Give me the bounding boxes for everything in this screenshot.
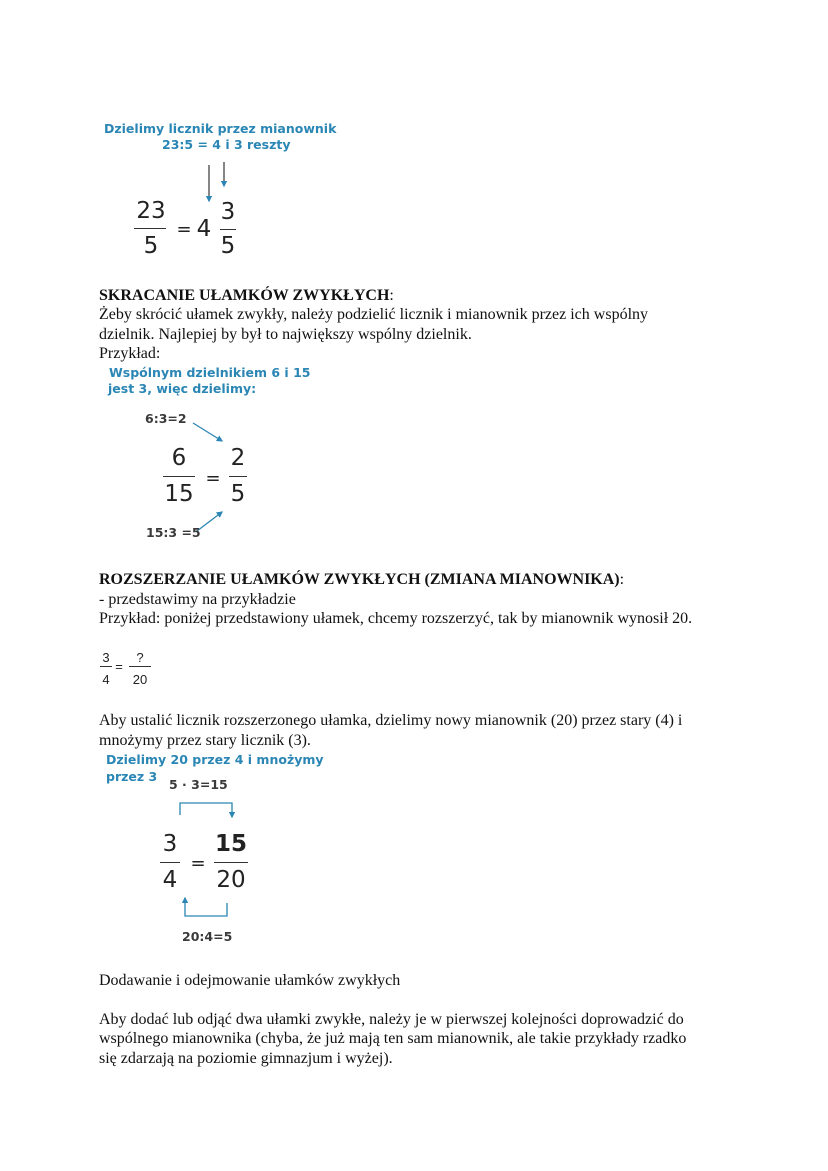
ex2-bottom-calc: 15:3 =5 bbox=[146, 525, 201, 540]
small-eq-right-numerator: ? bbox=[136, 650, 144, 665]
rozszerzanie-text-line2: Przykład: poniżej przedstawiony ułamek, chcemy rozszerzyć, tak by mianownik wynosił 20. bbox=[99, 610, 693, 627]
ex2-left-bar bbox=[163, 476, 195, 477]
multiply-bracket-arrow bbox=[180, 803, 232, 817]
ex1-denominator: 5 bbox=[143, 233, 159, 259]
arrow-to-numerator bbox=[193, 423, 222, 441]
explain-text-line2: mnożymy przez stary licznik (3). bbox=[99, 732, 311, 749]
ex2-instruction-line2: jest 3, więc dzielimy: bbox=[108, 381, 257, 396]
small-eq-right-denominator: 20 bbox=[132, 672, 148, 687]
small-eq-left-numerator: 3 bbox=[102, 650, 110, 665]
ex2-right-denominator: 5 bbox=[230, 481, 246, 507]
arrow-to-denominator bbox=[197, 512, 222, 531]
ex3-left-denominator: 4 bbox=[162, 867, 178, 893]
ex2-equals: = bbox=[205, 468, 221, 489]
ex1-rem-numerator: 3 bbox=[220, 199, 236, 225]
ex1-equals: = bbox=[176, 219, 192, 240]
small-eq-left-denominator: 4 bbox=[102, 672, 110, 687]
explain-text-line1: Aby ustalić licznik rozszerzonego ułamka, dzielimy nowy mianownik (20) przez stary (4) i bbox=[99, 712, 683, 729]
ex3-right-denominator: 20 bbox=[216, 867, 246, 893]
skracanie-example-label: Przykład: bbox=[99, 345, 161, 362]
ex1-rem-bar bbox=[220, 229, 236, 230]
ex1-fraction-bar bbox=[134, 228, 166, 229]
skracanie-text-line1: Żeby skrócić ułamek zwykły, należy podzielić licznik i mianownik przez ich wspólny bbox=[99, 306, 649, 323]
ex3-bottom-calc: 20:4=5 bbox=[182, 929, 233, 944]
dodawanie-title: Dodawanie i odejmowanie ułamków zwykłych bbox=[99, 972, 401, 989]
ex3-right-bar bbox=[214, 862, 248, 863]
skracanie-heading: SKRACANIE UŁAMKÓW ZWYKŁYCH: bbox=[99, 287, 394, 304]
ex2-right-bar bbox=[229, 476, 247, 477]
ex1-whole: 4 bbox=[196, 216, 212, 242]
rozszerzanie-heading: ROZSZERZANIE UŁAMKÓW ZWYKŁYCH (ZMIANA MIANOWNIKA): bbox=[99, 571, 625, 588]
ex2-instruction-line1: Wspólnym dzielnikiem 6 i 15 bbox=[109, 365, 311, 380]
ex1-instruction: Dzielimy licznik przez mianownik bbox=[104, 121, 337, 136]
dodawanie-text-line3: się zdarzają na poziomie gimnazjum i wyżej). bbox=[99, 1050, 393, 1067]
divide-bracket-arrow bbox=[185, 898, 227, 916]
ex1-numerator: 23 bbox=[136, 198, 166, 224]
dodawanie-text-line2: wspólnego mianownika (chyba, że już mają ten sam mianownik, ale takie przykłady rzadko bbox=[99, 1030, 687, 1047]
ex3-left-bar bbox=[160, 862, 180, 863]
ex1-calculation: 23:5 = 4 i 3 reszty bbox=[162, 137, 291, 152]
dodawanie-text-line1: Aby dodać lub odjąć dwa ułamki zwykłe, należy je w pierwszej kolejności doprowadzić do bbox=[99, 1011, 684, 1028]
small-eq-right-bar bbox=[129, 666, 151, 667]
ex3-right-numerator: 15 bbox=[214, 831, 247, 857]
ex2-top-calc: 6:3=2 bbox=[145, 411, 187, 426]
ex2-right-numerator: 2 bbox=[230, 445, 246, 471]
ex2-left-numerator: 6 bbox=[171, 445, 187, 471]
skracanie-text-line2: dzielnik. Najlepiej by był to największy wspólny dzielnik. bbox=[99, 326, 472, 343]
rozszerzanie-text-line1: - przedstawimy na przykładzie bbox=[99, 591, 296, 608]
small-eq-left-bar bbox=[100, 666, 112, 667]
ex3-left-numerator: 3 bbox=[162, 831, 178, 857]
ex3-instruction-line1: Dzielimy 20 przez 4 i mnożymy bbox=[106, 752, 324, 767]
ex3-equals: = bbox=[190, 853, 206, 874]
ex3-instruction-line2: przez 3 bbox=[106, 769, 158, 784]
ex3-top-calc: 5 · 3=15 bbox=[169, 777, 228, 792]
small-eq-equals: = bbox=[115, 659, 123, 674]
ex2-left-denominator: 15 bbox=[164, 481, 194, 507]
ex1-rem-denominator: 5 bbox=[220, 233, 236, 259]
